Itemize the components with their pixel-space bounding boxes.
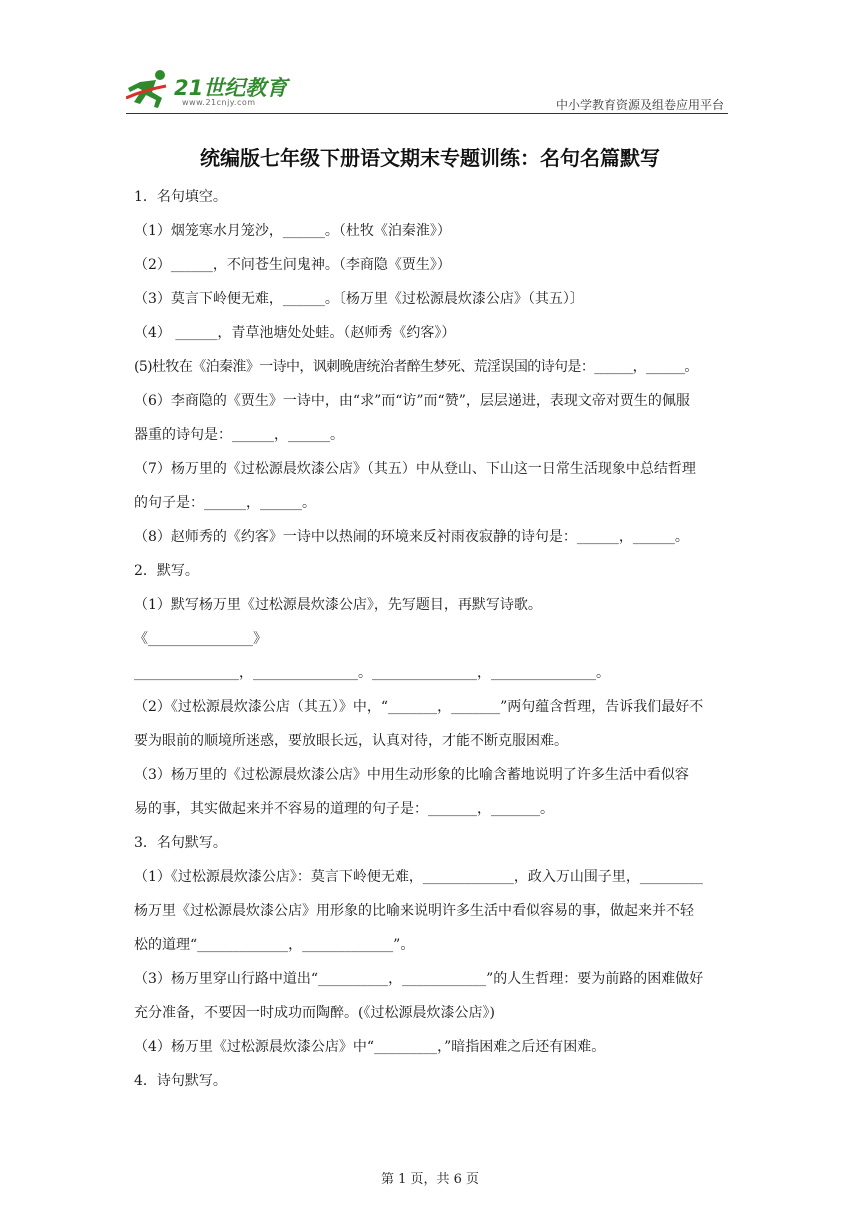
site-logo <box>126 66 296 114</box>
logo-text: 21世纪教育 <box>174 76 288 100</box>
question-line: （2）《过松源晨炊漆公店（其五）》中，“_______，_______”两句蕴含哲理，告诉我们最好不 <box>134 699 704 715</box>
logo-url: www.21cnjy.com <box>182 98 256 107</box>
question-line: （4）杨万里《过松源晨炊漆公店》中“_________，”暗指困难之后还有困难。 <box>134 1039 606 1055</box>
header-divider <box>126 113 728 114</box>
question-line: （8）赵师秀的《约客》一诗中以热闹的环境来反衬雨夜寂静的诗句是：______，______。 <box>134 529 689 545</box>
page-number: 第 1 页，共 6 页 <box>380 1172 480 1187</box>
page-header <box>126 66 728 116</box>
question-line: （3）杨万里的《过松源晨炊漆公店》中用生动形象的比喻含蓄地说明了许多生活中看似容 <box>134 767 689 783</box>
question-heading: 2．默写。 <box>134 563 199 579</box>
question-line: 松的道理“_____________，_____________”。 <box>134 937 415 953</box>
question-line: （7）杨万里的《过松源晨炊漆公店》（其五）中从登山、下山这一日常生活现象中总结哲理 <box>134 461 696 477</box>
question-line: 《_______________》 <box>134 631 267 647</box>
question-heading: 1．名句填空。 <box>134 189 227 205</box>
question-heading: 3．名句默写。 <box>134 835 227 851</box>
header-platform-label: 中小学教育资源及组卷应用平台 <box>555 98 724 112</box>
question-line: 易的事，其实做起来并不容易的道理的句子是：_______，_______。 <box>134 801 554 817</box>
question-line: （1）默写杨万里《过松源晨炊漆公店》，先写题目，再默写诗歌。 <box>134 597 542 613</box>
question-line: 杨万里《过松源晨炊漆公店》用形象的比喻来说明许多生活中看似容易的事，做起来并不轻 <box>134 903 694 919</box>
question-line: （3）杨万里穿山行路中道出“__________，____________”的人生哲理：要为前路的困难做好 <box>134 971 704 987</box>
question-line: （3）莫言下岭便无难，______。〔杨万里《过松源晨炊漆公店》（其五）〕 <box>134 291 584 307</box>
question-line: 充分准备，不要因一时成功而陶醉。(《过松源晨炊漆公店》) <box>134 1005 495 1021</box>
question-line: （6）李商隐的《贾生》一诗中，由“求”而“访”而“赞”，层层递进，表现文帝对贾生的佩服 <box>134 393 690 409</box>
question-heading: 4．诗句默写。 <box>134 1073 227 1089</box>
question-line: （2）______，不问苍生问鬼神。（李商隐《贾生》） <box>134 257 451 273</box>
question-line: 要为眼前的顺境所迷惑，要放眼长远，认真对待，才能不断克服困难。 <box>134 733 568 749</box>
question-line: (5)杜牧在《泊秦淮》一诗中，讽刺晚唐统治者醉生梦死、荒淫误国的诗句是：______，______。 <box>134 359 698 375</box>
question-line: 的句子是：______，______。 <box>134 495 316 511</box>
document-title: 统编版七年级下册语文期末专题训练：名句名篇默写 <box>200 146 660 170</box>
question-line: （1）烟笼寒水月笼沙，______。（杜牧《泊秦淮》） <box>134 223 451 239</box>
question-line: （1）《过松源晨炊漆公店》：莫言下岭便无难，_____________，政入万山围子里，_________ <box>134 869 703 885</box>
question-line: （4） ______，青草池塘处处蛙。（赵师秀《约客》） <box>134 325 456 341</box>
question-line: _______________，_______________。_______________，_______________。 <box>134 665 610 681</box>
runner-logo-icon <box>126 68 174 112</box>
question-line: 器重的诗句是：______，______。 <box>134 427 344 443</box>
